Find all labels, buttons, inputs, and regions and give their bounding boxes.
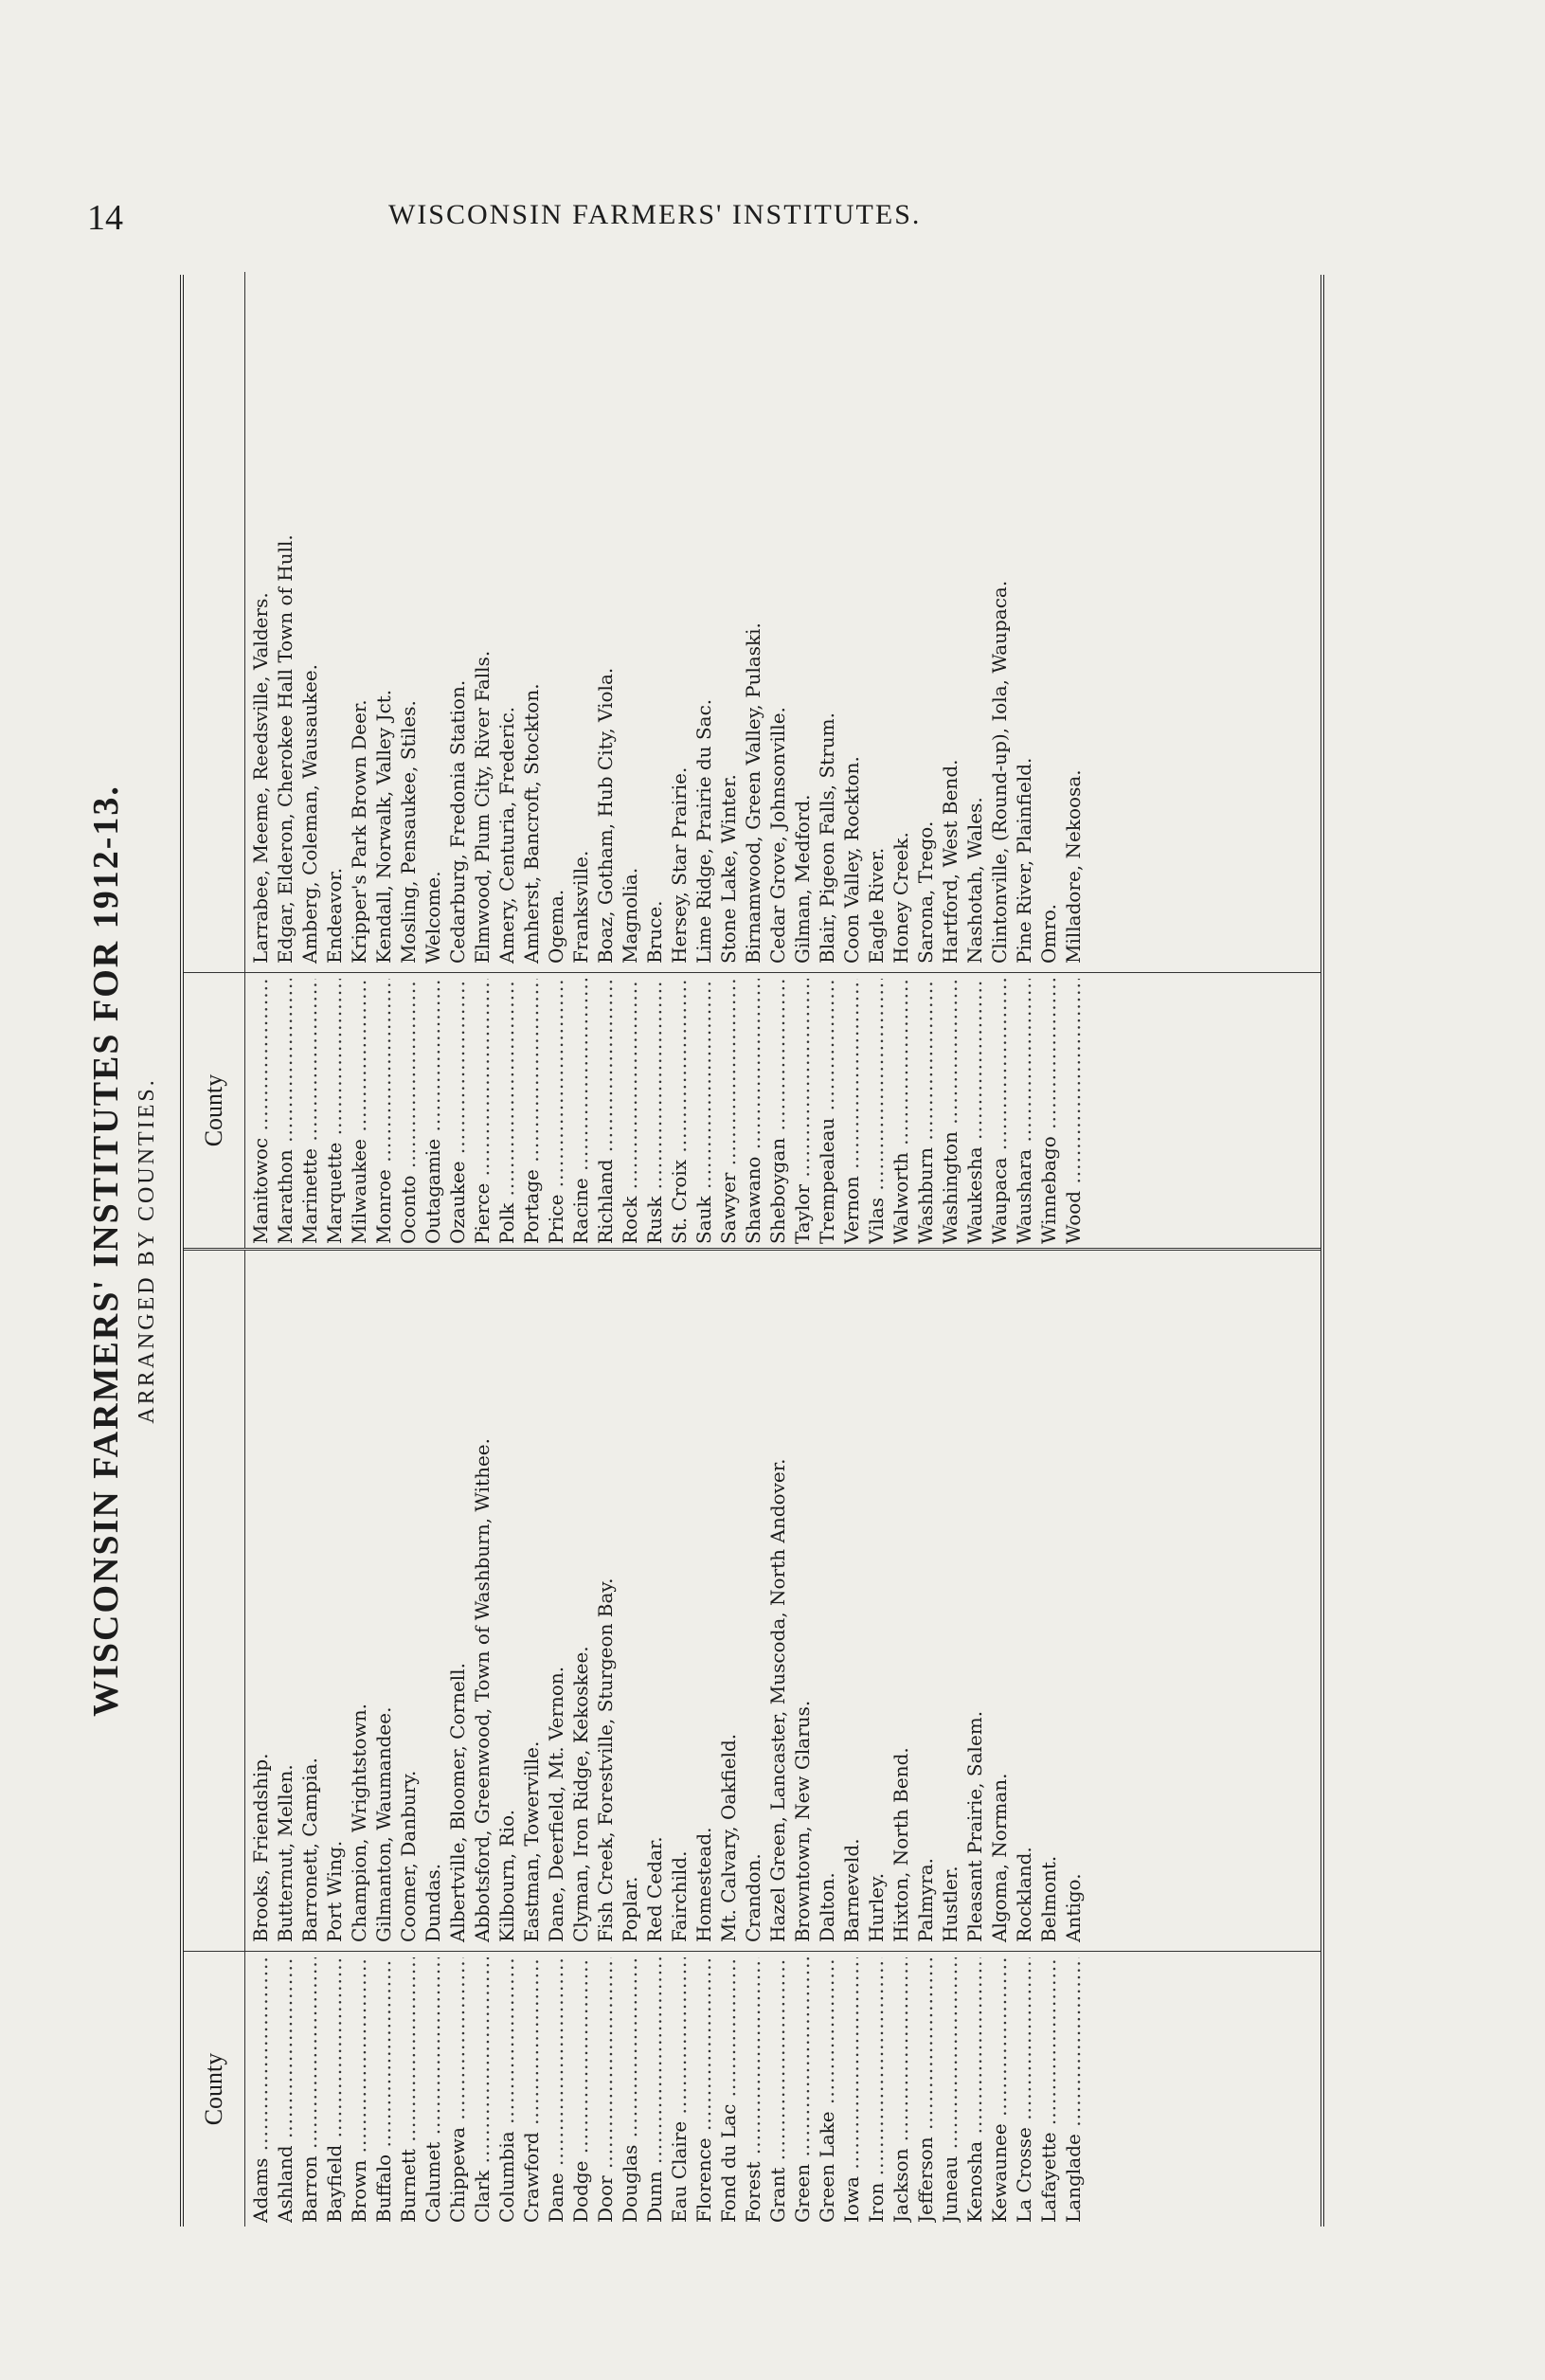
institute-places: Magnolia. <box>619 867 641 964</box>
county-name: Adams ..... <box>248 1957 273 2223</box>
institute-places: Cedar Grove, Johnsonville. <box>766 707 789 964</box>
institute-places: Brooks, Friendship. <box>249 1753 272 1942</box>
institute-places: Endeavor. <box>323 867 346 964</box>
table-row <box>790 1251 815 2227</box>
institute-places: Honey Creek. <box>889 832 912 964</box>
institute-places: Elmwood, Plum City, River Falls. <box>471 650 494 964</box>
column-header-county: County <box>184 972 245 1248</box>
table-row <box>396 1251 421 2227</box>
running-title: WISCONSIN FARMERS' INSTITUTES. <box>388 199 922 230</box>
county-name: La Crosse ..... <box>1012 1957 1036 2223</box>
county-name: Shawano ..... <box>741 979 765 1244</box>
institute-places: Albertville, Bloomer, Cornell. <box>446 1663 469 1942</box>
table-row <box>1061 272 1086 1248</box>
table-row <box>273 272 297 1248</box>
county-name: Ozaukee ..... <box>445 979 470 1244</box>
table-row <box>248 1251 273 2227</box>
table-row <box>864 272 889 1248</box>
county-name: Outagamie ..... <box>421 979 445 1244</box>
column-header-county: County <box>184 1951 245 2227</box>
left-rows <box>248 1251 1086 2227</box>
institute-places: Rockland. <box>1013 1847 1035 1942</box>
column-header-places <box>184 272 245 973</box>
county-name: Trempealeau ..... <box>815 979 839 1244</box>
institute-places: Edgar, Elderon, Cherokee Hall Town of Hull. <box>274 534 296 964</box>
table-row <box>371 1251 396 2227</box>
page-number: 14 <box>87 198 123 238</box>
institute-places: Abbotsford, Greenwood, Town of Washburn, Withee. <box>471 1438 494 1942</box>
county-name: Vilas ..... <box>864 979 889 1244</box>
county-name: Forest ..... <box>741 1957 765 2223</box>
institute-places: Ogema. <box>545 889 567 964</box>
institute-places: Welcome. <box>422 871 444 964</box>
table-row <box>371 272 396 1248</box>
table-row <box>667 272 692 1248</box>
county-name: Green ..... <box>790 1957 815 2223</box>
table-title: WISCONSIN FARMERS' INSTITUTES FOR 1912-13. <box>86 784 126 1717</box>
county-name: Marinette ..... <box>297 979 322 1244</box>
institute-places: Poplar. <box>619 1876 641 1942</box>
table-row <box>347 272 371 1248</box>
county-name: Dodge ..... <box>568 1957 593 2223</box>
table-row <box>642 1251 667 2227</box>
institute-places: Dalton. <box>816 1872 838 1942</box>
table-row <box>889 1251 913 2227</box>
table-row <box>519 1251 544 2227</box>
county-name: Dunn ..... <box>642 1957 667 2223</box>
county-name: Kewaunee ..... <box>987 1957 1012 2223</box>
county-name: Calumet ..... <box>421 1957 445 2223</box>
county-name: Portage ..... <box>519 979 544 1244</box>
table-row <box>667 1251 692 2227</box>
county-name: Clark ..... <box>470 1957 494 2223</box>
table-row <box>913 272 938 1248</box>
county-name: Taylor ..... <box>790 979 815 1244</box>
county-name: Monroe ..... <box>371 979 396 1244</box>
table-row <box>248 272 273 1248</box>
county-name: Green Lake ..... <box>815 1957 839 2223</box>
table-row <box>544 272 568 1248</box>
rotated-table-frame <box>85 275 1336 2227</box>
institute-places: Amberg, Coleman, Wausaukee. <box>298 663 321 964</box>
institute-places: Kendall, Norwalk, Valley Jct. <box>372 689 395 964</box>
table-row <box>692 1251 716 2227</box>
institute-places: Champion, Wrightstown. <box>348 1704 370 1942</box>
table-row <box>692 272 716 1248</box>
county-name: Kenosha ..... <box>962 1957 987 2223</box>
institute-places: Bruce. <box>643 900 666 964</box>
table-row <box>790 272 815 1248</box>
institute-places: Sarona, Trego. <box>914 820 937 964</box>
county-name: Marathon ..... <box>273 979 297 1244</box>
county-name: Washington ..... <box>938 979 962 1244</box>
county-name: Dane ..... <box>544 1957 568 2223</box>
county-name: Grant ..... <box>765 1957 790 2223</box>
county-name: Winnebago ..... <box>1036 979 1061 1244</box>
table-left-half <box>184 1251 1320 2227</box>
institute-places: Algoma, Norman. <box>988 1773 1011 1942</box>
table-row <box>445 272 470 1248</box>
county-name: Sauk ..... <box>692 979 716 1244</box>
county-name: Washburn ..... <box>913 979 938 1244</box>
table-row <box>741 1251 765 2227</box>
institute-places: Omro. <box>1037 904 1060 964</box>
county-name: Waukesha ..... <box>962 979 987 1244</box>
institute-places: Hartford, West Bend. <box>939 759 961 964</box>
institute-places: Fish Creek, Forestville, Sturgeon Bay. <box>594 1578 617 1942</box>
table-row <box>987 272 1012 1248</box>
county-name: Brown ..... <box>347 1957 371 2223</box>
county-name: Crawford ..... <box>519 1957 544 2223</box>
institute-places: Coon Valley, Rockton. <box>840 756 863 964</box>
institute-places: Hixton, North Bend. <box>889 1747 912 1942</box>
table-row <box>347 1251 371 2227</box>
county-name: Chippewa ..... <box>445 1957 470 2223</box>
county-name: Wood ..... <box>1061 979 1086 1244</box>
institute-places: Dundas. <box>422 1863 444 1942</box>
table-row <box>962 1251 987 2227</box>
table-row <box>322 1251 347 2227</box>
county-name: Racine ..... <box>568 979 593 1244</box>
table-row <box>815 1251 839 2227</box>
county-name: Buffalo ..... <box>371 1957 396 2223</box>
institute-places: Lime Ridge, Prairie du Sac. <box>692 698 715 964</box>
institute-places: Amery, Centuria, Frederic. <box>495 706 518 964</box>
county-name: St. Croix ..... <box>667 979 692 1244</box>
table-row <box>273 1251 297 2227</box>
institute-places: Gilman, Medford. <box>791 794 814 964</box>
table-row <box>889 272 913 1248</box>
county-name: Bayfield ..... <box>322 1957 347 2223</box>
institute-places: Blair, Pigeon Falls, Strum. <box>816 712 838 964</box>
county-name: Juneau ..... <box>938 1957 962 2223</box>
institute-places: Milladore, Nekoosa. <box>1062 769 1085 964</box>
institute-places: Butternut, Mellen. <box>274 1764 296 1942</box>
county-name: Burnett ..... <box>396 1957 421 2223</box>
county-name: Jefferson ..... <box>913 1957 938 2223</box>
county-name: Fond du Lac ..... <box>716 1957 741 2223</box>
institute-places: Clyman, Iron Ridge, Kekoskee. <box>569 1646 592 1942</box>
institute-places: Nashotah, Wales. <box>963 797 986 964</box>
table-row <box>618 272 642 1248</box>
institute-places: Amherst, Bancroft, Stockton. <box>520 683 543 964</box>
county-name: Price ..... <box>544 979 568 1244</box>
county-name: Columbia ..... <box>494 1957 519 2223</box>
table-row <box>470 272 494 1248</box>
table-row <box>396 272 421 1248</box>
table-subtitle: ARRANGED BY COUNTIES. <box>135 1077 159 1424</box>
institute-places: Gilmanton, Waumandee. <box>372 1706 395 1942</box>
table-row <box>322 272 347 1248</box>
institute-places: Franksville. <box>569 850 592 964</box>
county-name: Ashland ..... <box>273 1957 297 2223</box>
county-name: Waupaca ..... <box>987 979 1012 1244</box>
county-name: Jackson ..... <box>889 1957 913 2223</box>
county-name: Lafayette ..... <box>1036 1957 1061 2223</box>
table-row <box>519 272 544 1248</box>
institute-places: Larrabee, Meeme, Reedsville, Valders. <box>249 592 272 964</box>
table-row <box>913 1251 938 2227</box>
institute-places: Cedarburg, Fredonia Station. <box>446 679 469 964</box>
institute-places: Dane, Deerfield, Mt. Vernon. <box>545 1666 567 1942</box>
table-row <box>421 1251 445 2227</box>
table-row <box>297 272 322 1248</box>
column-header-places <box>184 1251 245 1952</box>
table-row <box>544 1251 568 2227</box>
county-name: Oconto ..... <box>396 979 421 1244</box>
institute-places: Hazel Green, Lancaster, Muscoda, North Andover. <box>766 1458 789 1942</box>
county-name: Eau Claire ..... <box>667 1957 692 2223</box>
table-row <box>741 272 765 1248</box>
table-row <box>765 1251 790 2227</box>
institute-places: Barneveld. <box>840 1838 863 1942</box>
table-row <box>1012 272 1036 1248</box>
table-row <box>494 1251 519 2227</box>
table-row <box>568 1251 593 2227</box>
county-name: Pierce ..... <box>470 979 494 1244</box>
table-row <box>297 1251 322 2227</box>
right-rows <box>248 272 1086 1248</box>
county-name: Marquette ..... <box>322 979 347 1244</box>
institute-places: Browntown, New Glarus. <box>791 1700 814 1942</box>
table-row <box>938 272 962 1248</box>
county-name: Iron ..... <box>864 1957 889 2223</box>
institute-places: Mt. Calvary, Oakfield. <box>717 1733 740 1942</box>
table-row <box>593 1251 618 2227</box>
institute-places: Pine River, Plainfield. <box>1013 757 1035 964</box>
institute-places: Barronett, Campia. <box>298 1758 321 1942</box>
table-right-half <box>184 272 1320 1251</box>
table-row <box>568 272 593 1248</box>
institute-places: Crandon. <box>742 1853 764 1942</box>
institute-places: Stone Lake, Winter. <box>717 774 740 964</box>
institute-places: Pleasant Prairie, Salem. <box>963 1710 986 1942</box>
table-row <box>1036 272 1061 1248</box>
institute-places: Kripper's Park Brown Deer. <box>348 699 370 964</box>
institute-places: Belmont. <box>1037 1855 1060 1942</box>
county-name: Rock ..... <box>618 979 642 1244</box>
table-row <box>1061 1251 1086 2227</box>
table-row <box>593 272 618 1248</box>
county-name: Walworth ..... <box>889 979 913 1244</box>
institute-places: Port Wing. <box>323 1840 346 1942</box>
institutes-table <box>180 275 1324 2227</box>
county-name: Barron ..... <box>297 1957 322 2223</box>
institute-places: Boaz, Gotham, Hub City, Viola. <box>594 667 617 964</box>
county-name: Sheboygan ..... <box>765 979 790 1244</box>
county-name: Langlade ..... <box>1061 1957 1086 2223</box>
institute-places: Fairchild. <box>668 1850 691 1942</box>
institute-places: Hurley. <box>865 1872 888 1942</box>
institute-places: Red Cedar. <box>643 1836 666 1942</box>
table-row <box>815 272 839 1248</box>
table-row <box>839 1251 864 2227</box>
table-row <box>716 1251 741 2227</box>
county-name: Florence ..... <box>692 1957 716 2223</box>
table-row <box>618 1251 642 2227</box>
institute-places: Kilbourn, Rio. <box>495 1809 518 1942</box>
table-row <box>1012 1251 1036 2227</box>
table-row <box>445 1251 470 2227</box>
table-row <box>765 272 790 1248</box>
table-row <box>1036 1251 1061 2227</box>
table-row <box>938 1251 962 2227</box>
institute-places: Hustler. <box>939 1866 961 1942</box>
institute-places: Birnamwood, Green Valley, Pulaski. <box>742 622 764 964</box>
table-row <box>864 1251 889 2227</box>
county-name: Sawyer ..... <box>716 979 741 1244</box>
institute-places: Hersey, Star Prairie. <box>668 766 691 964</box>
institute-places: Eagle River. <box>865 847 888 964</box>
institute-places: Palmyra. <box>914 1858 937 1942</box>
county-name: Polk ..... <box>494 979 519 1244</box>
table-row <box>470 1251 494 2227</box>
county-name: Door ..... <box>593 1957 618 2223</box>
county-name: Waushara ..... <box>1012 979 1036 1244</box>
county-name: Richland ..... <box>593 979 618 1244</box>
table-row <box>839 272 864 1248</box>
table-row <box>642 272 667 1248</box>
institute-places: Clintonville, (Round-up), Iola, Waupaca. <box>988 580 1011 964</box>
county-name: Rusk ..... <box>642 979 667 1244</box>
county-name: Douglas ..... <box>618 1957 642 2223</box>
table-row <box>421 272 445 1248</box>
county-name: Milwaukee ..... <box>347 979 371 1244</box>
institute-places: Antigo. <box>1062 1873 1085 1942</box>
table-row <box>962 272 987 1248</box>
table-row <box>494 272 519 1248</box>
table-row <box>987 1251 1012 2227</box>
county-name: Iowa ..... <box>839 1957 864 2223</box>
institute-places: Eastman, Towerville. <box>520 1740 543 1942</box>
table-row <box>716 272 741 1248</box>
institute-places: Mosling, Pensaukee, Stiles. <box>397 700 420 964</box>
institute-places: Coomer, Danbury. <box>397 1770 420 1942</box>
county-name: Manitowoc ..... <box>248 979 273 1244</box>
institute-places: Homestead. <box>692 1827 715 1942</box>
county-name: Vernon ..... <box>839 979 864 1244</box>
rotated-table-content <box>85 275 1336 2227</box>
